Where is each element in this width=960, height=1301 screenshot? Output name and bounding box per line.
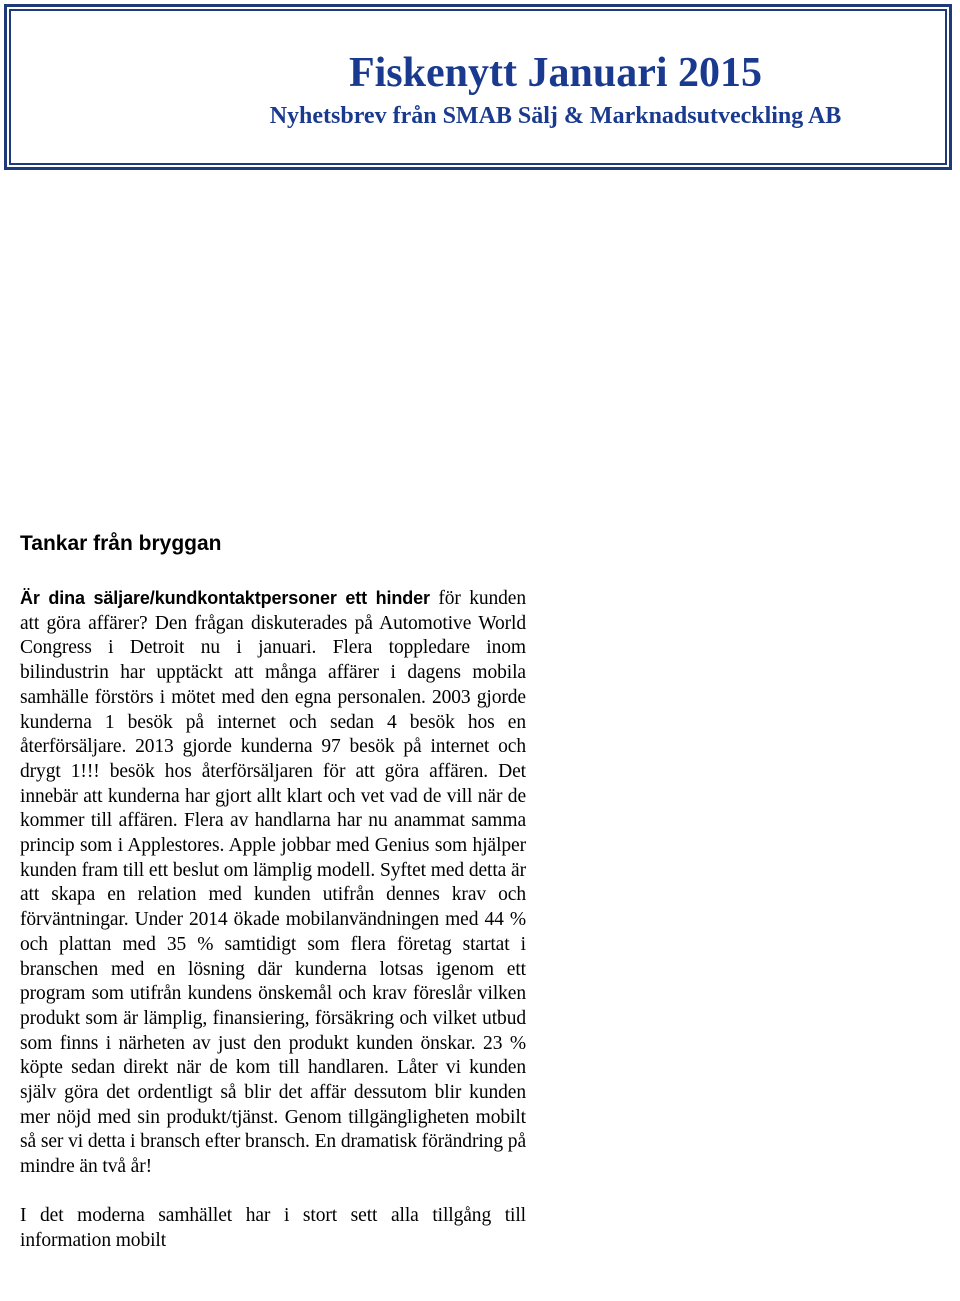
newsletter-title: Fiskenytt Januari 2015 <box>348 50 763 96</box>
article-lead: Är dina säljare/kundkontaktpersoner ett hinder <box>20 588 430 608</box>
newsletter-masthead <box>4 4 952 170</box>
article <box>20 530 526 1253</box>
article-heading: Tankar från bryggan <box>20 532 222 555</box>
newsletter-subtitle: Nyhetsbrev från SMAB Sälj & Marknadsutveckling AB <box>269 103 842 129</box>
article-paragraph-2: I det moderna samhället har i stort sett alla tillgång till information mobilt <box>20 1204 526 1251</box>
article-body: för kunden att göra affärer? Den frågan diskuterades på Automotive World Congress i Detroit nu i januari. Flera toppledare inom bilindustrin har upptäckt att många affärer i dagens mobila samhälle förstörs i mötet med den egna personalen. 2003 gjorde kunderna 1 besök på internet och sedan 4 besök hos en återförsäljare. 2013 gjorde kunderna 97 besök på internet och drygt 1!!! besök hos återförsäljaren för att göra affären. Det innebär att kunderna har gjort allt klart och vet vad de vill när de kommer till affären. Flera av handlarna har nu anammat samma princip som i Applestores. Apple jobbar med Genius som hjälper kunden fram till ett beslut om lämplig modell. Syftet med detta är att skapa en relation med kunden utifrån dennes krav och förväntningar. Under 2014 ökade mobilanvändningen med 44 % och plattan med 35 % samtidigt som flera företag startat i branschen med en lösning där kunderna lotsas igenom ett program som utifrån kundens önskemål och krav föreslår vilken produkt som är lämplig, finansiering, försäkring och vilket utbud som finns i närheten av just den produkt kunden önskar. 23 % köpte sedan direkt när de kom till handlaren. Låter vi kunden själv göra det ordentligt så blir det affär dessutom blir kunden mer nöjd med sin produkt/tjänst. Genom tillgängligheten mobilt så ser vi detta i bransch efter bransch. En dramatisk förändring på mindre än två år! <box>20 588 526 1178</box>
article-paragraph <box>20 586 526 1180</box>
